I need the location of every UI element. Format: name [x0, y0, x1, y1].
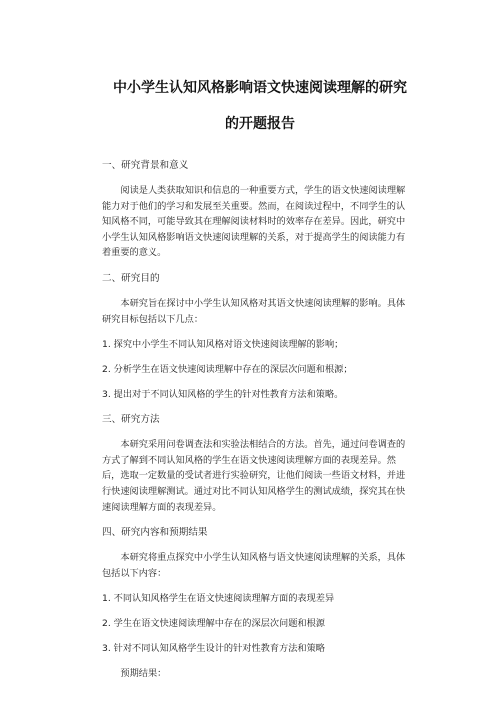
section-heading-method: 三、研究方法 — [102, 414, 160, 426]
list-item-content-1: 1. 不同认知风格学生在语文快速阅读理解方面的表现差异 — [102, 593, 335, 605]
section-heading-purpose: 二、研究目的 — [102, 272, 160, 284]
paragraph-expected-results: 预期结果： — [120, 668, 167, 680]
paragraph-method: 本研究采用问卷调查法和实验法相结合的方法。首先，通过问卷调查的方式了解到不同认知风格的学生在语文快速阅读理解方面的表现差异。然后，选取一定数量的受试者进行实验研究，让他们阅读一些语文材料，并进行快速阅读理解测试。通过对比不同认知风格学生的测试成绩，探究其在快速阅读理解方面的表现差异。 — [102, 439, 406, 513]
paragraph-content: 本研究将重点探究中小学生认知风格与语文快速阅读理解的关系，具体包括以下内容： — [102, 552, 406, 579]
list-item-content-2: 2. 学生在语文快速阅读理解中存在的深层次问题和根源 — [102, 618, 325, 630]
paragraph-background: 阅读是人类获取知识和信息的一种重要方式，学生的语文快速阅读理解能力对于他们的学习和发展至关重要。然而，在阅读过程中，不同学生的认知风格不同，可能导致其在理解阅读材料时的效率存在差异。因此，研究中小学生认知风格影响语文快速阅读理解的关系，对于提高学生的阅读能力有着重要的意义。 — [102, 185, 406, 259]
document-title: 中小学生认知风格影响语文快速阅读理解的研究的开题报告 — [113, 80, 407, 132]
paragraph-purpose: 本研究旨在探讨中小学生认知风格对其语文快速阅读理解的影响。具体研究目标包括以下几点： — [102, 297, 406, 325]
section-heading-content: 四、研究内容和预期结果 — [102, 527, 208, 539]
list-item-purpose-1: 1. 探究中小学生不同认知风格对语文快速阅读理解的影响； — [102, 339, 344, 351]
list-item-purpose-2: 2. 分析学生在语文快速阅读理解中存在的深层次问题和根源； — [102, 364, 353, 376]
section-heading-background: 一、研究背景和意义 — [102, 160, 189, 171]
list-item-purpose-3: 3. 提出对于不同认知风格的学生的针对性教育方法和策略。 — [102, 389, 344, 401]
list-item-content-3: 3. 针对不同认知风格学生设计的针对性教育方法和策略 — [102, 643, 325, 655]
